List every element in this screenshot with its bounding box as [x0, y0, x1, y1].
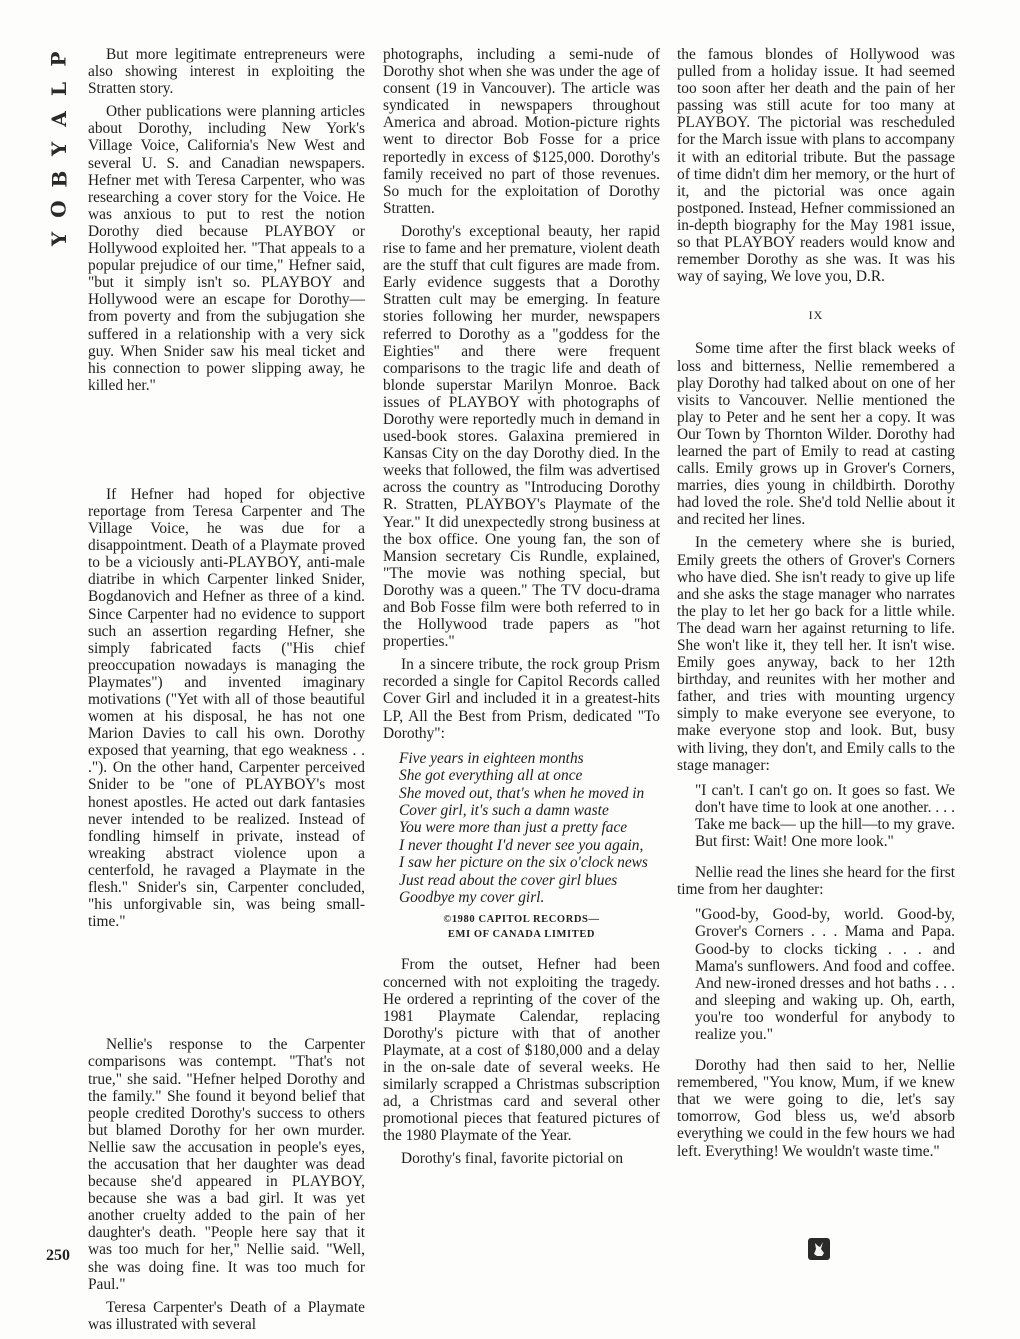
paragraph: In the cemetery where she is buried, Emily greets the others of Grover's Corners who have died. She isn't ready to give up life and she asks the stage manager who narrates the play to let her go back for a little while. The dead warn her against returning to life. She won't like it, they tell her. It isn't wise. Emily goes anyway, back to her 12th birthday, and reunites with her mother and father, and tries with mounting urgency simply to make everyone see everyone, to make everyone stop and look. But, busy with living, they don't, and Emily calls to the stage manager:	[677, 534, 955, 774]
paragraph: Teresa Carpenter's Death of a Playmate was illustrated with several	[88, 1298, 365, 1333]
paragraph: Some time after the first black weeks of loss and bitterness, Nellie remembered a play Dorothy had talked about on one of her visits to Vancouver. Nellie mentioned the play to Peter and he sent her a copy. It was Our Town by Thornton Wilder. Dorothy had learned the part of Emily to read at casting calls. Emily grows up in Grover's Corners, marries, dies young in childbirth. Dorothy had loved the role. She'd told Nellie about it and recited her lines.	[677, 340, 955, 529]
block-quote	[695, 782, 955, 850]
sidebar-letter: Y	[47, 141, 71, 157]
paragraph: Nellie read the lines she heard for the first time from her daughter:	[677, 864, 955, 899]
sidebar-letter: L	[47, 81, 71, 97]
lyric-line: I saw her picture on the six o'clock news	[399, 854, 648, 872]
section-break	[88, 936, 365, 1036]
copyright-credit	[383, 912, 660, 942]
lyric-line: You were more than just a pretty face	[399, 819, 628, 837]
column-right	[677, 46, 955, 1166]
lyric-line: Just read about the cover girl blues	[399, 871, 618, 889]
lyric-line: Goodbye my cover girl.	[399, 889, 545, 906]
sidebar-letter: Y	[47, 231, 71, 247]
section-number: IX	[808, 308, 824, 323]
magazine-sidebar-logo	[46, 44, 72, 254]
paragraph: Other publications were planning articles about Dorothy, including New York's Village Voice, California's New West and several U. S. and Canadian newspapers. Hefner met with Teresa Carpenter, who was researching a cover story for the Voice. He was anxious to put to rest the notion Dorothy died because PLAYBOY or Hollywood exploited her. "That appeals to a popular prejudice of our time," Hefner said, "but it simply isn't so. PLAYBOY and Hollywood were an escape for Dorothy— from poverty and from the subjugation she suffered in a relationship with a very sick guy. When Snider saw his meal ticket and his connection to power slipping away, he killed her."	[88, 103, 365, 394]
paragraph: Dorothy's exceptional beauty, her rapid rise to fame and her premature, violent death are the stuff that cult figures are made from. Early evidence suggests that a Dorothy Stratten cult may be emerging. In feature stories following her murder, newspapers referred to Dorothy as a "goddess for the Eighties" and there were frequent comparisons to the tragic life and death of blonde superstar Marilyn Monroe. Back issues of PLAYBOY with photographs of Dorothy were reportedly much in demand in used-book stores. Galaxina premiered in Kansas City on the day Dorothy died. In the weeks that followed, the film was advertised across the country as "Introducing Dorothy R. Stratten, PLAYBOY's Playmate of the Year." It did unexpectedly strong business at the box office. One young fan, the son of Mansion secretary Cis Rundle, explained, "The movie was nothing special, but Dorothy was a queen." The TV docu-drama and Bob Fosse film were both referred to in the Hollywood trade papers as "hot properties."	[383, 222, 660, 651]
paragraph: But more legitimate entrepreneurs were also showing interest in exploiting the Stratten story.	[88, 46, 365, 98]
block-quote	[695, 906, 955, 1043]
paragraph: Nellie's response to the Carpenter comparisons was contempt. "That's not true," she said. "Hefner helped Dorothy and the family." She found it beyond belief that people credited Dorothy's success to others but blamed Dorothy for her own murder. Nellie saw the accusation in people's eyes, the accusation that her daughter was dead because she'd appeared in PLAYBOY, because she was a bad girl. It was yet another cruelty added to the pain of her daughter's death. "People here say that it was too much for her," Nellie said. "Well, she was doing fine. It was too much for Paul."	[88, 1036, 365, 1293]
column-left	[88, 46, 365, 1339]
sidebar-letter: B	[47, 170, 71, 188]
sidebar-letter: A	[47, 111, 71, 127]
paragraph: In a sincere tribute, the rock group Prism recorded a single for Capitol Records called Cover Girl and included it in a greatest-hits LP, All the Best from Prism, dedicated "To Dorothy":	[383, 656, 660, 742]
quote-text: "I can't. I can't go on. It goes so fast. We don't have time to look at one another. . . . Take me back— up the hill—to my grave. But first: Wait! One more look."	[695, 781, 955, 851]
section-break	[88, 400, 365, 486]
paragraph: the famous blondes of Hollywood was pulled from a holiday issue. It had seemed too soon after her death and the pain of her passing was still acute for too many at PLAYBOY. The pictorial was rescheduled for the March issue with plans to accompany it with an editorial tribute. But the passage of time didn't dim her memory, or the hurt of it, and the pictorial was once again postponed. Instead, Hefner commissioned an in-depth biography for the May 1981 issue, so that PLAYBOY readers would know and remember Dorothy as she was. It was his way of saying, We love you, D.R.	[677, 46, 955, 286]
lyric-line: She got everything all at once	[399, 767, 583, 785]
paragraph: Dorothy's final, favorite pictorial on	[401, 1150, 624, 1168]
quote-text: "Good-by, Good-by, world. Good-by, Grover's Corners . . . Mama and Papa. Good-by to clocks ticking . . . and Mama's sunflowers. And food and coffee. And new-ironed dresses and hot baths . . . and sleeping and waking up. Oh, earth, you're too wonderful for anybody to realize you."	[695, 906, 955, 1043]
sidebar-letter: P	[46, 51, 71, 67]
rabbit-head-end-mark-icon	[808, 1238, 830, 1260]
sidebar-letter: O	[46, 200, 71, 218]
paragraph: From the outset, Hefner had been concerned with not exploiting the tragedy. He ordered a reprinting of the cover of the 1981 Playmate Calendar, replacing Dorothy's picture with that of another Playmate, at a cost of $180,000 and a delay in the on-sale date of several weeks. He similarly scrapped a Christmas subscription ad, a Christmas card and several other promotional pieces that featured pictures of the 1980 Playmate of the Year.	[383, 956, 660, 1145]
column-middle	[383, 46, 660, 1174]
lyric-line: Five years in eighteen months	[399, 749, 584, 767]
lyric-line: She moved out, that's when he moved in	[399, 784, 645, 802]
paragraph: photographs, including a semi-nude of Dorothy shot when she was under the age of consent (19 in Vancouver). The article was syndicated in newspapers throughout America and abroad. Motion-picture rights went to director Bob Fosse for a price reportedly in excess of $125,000. Dorothy's family received no part of those revenues. So much for the exploitation of Dorothy Stratten.	[383, 46, 660, 217]
page-number: 250	[46, 1247, 70, 1264]
lyric-line: I never thought I'd never see you again,	[399, 836, 644, 854]
paragraph: If Hefner had hoped for objective reportage from Teresa Carpenter and The Village Voice, he was due for a disappointment. Death of a Playmate proved to be a viciously anti-PLAYBOY, anti-male diatribe in which Carpenter linked Snider, Bogdanovich and Hefner as three of a kind. Since Carpenter had no evidence to support such an assertion regarding Hefner, she simply fabricated facts ("His chief preoccupation nowadays is managing the Playmates") and invented imaginary motivations ("Yet with all of those beautiful women at his disposal, he has not one Marion Davies to call his own. Dorothy exposed that yearning, that ego weakness . . ."). On the other hand, Carpenter perceived Snider to be "one of PLAYBOY's most honest apostles. He acted out dark fantasies never intended to be realized. Instead of fondling himself in private, instead of wreaking abstract violence upon a centerfold, he ravaged a Playmate in the flesh." Snider's sin, Carpenter concluded, "his unforgivable sin, was being small-time."	[88, 485, 365, 931]
paragraph: Dorothy had then said to her, Nellie remembered, "You know, Mum, if we knew that we were going to die, let's say tomorrow, God bless us, we'd absorb everything we could in the few hours we had left. Everything! We wouldn't waste time."	[677, 1057, 955, 1160]
credit-line: EMI OF CANADA LIMITED	[447, 929, 596, 941]
credit-line: ©1980 CAPITOL RECORDS—	[443, 914, 600, 926]
song-lyrics	[399, 750, 660, 907]
lyric-line: Cover girl, it's such a damn waste	[399, 801, 609, 819]
